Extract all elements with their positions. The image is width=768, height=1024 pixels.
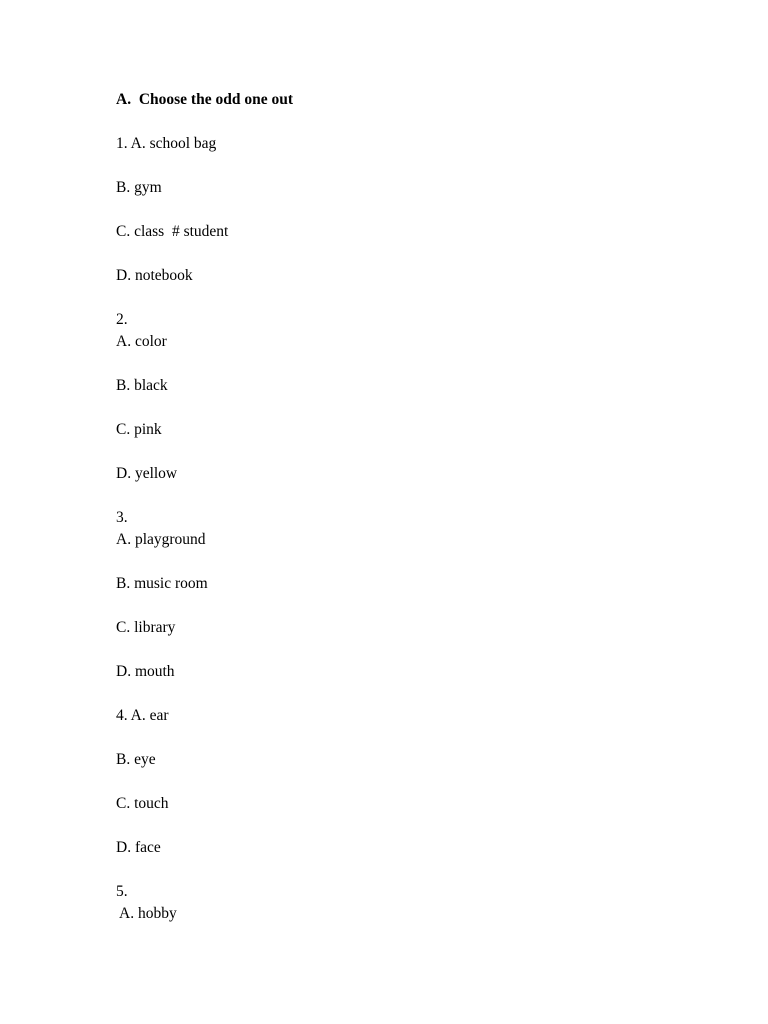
question-3-option-c: C. library: [116, 619, 176, 636]
question-3-option-d: D. mouth: [116, 663, 175, 680]
question-4-option-c: C. touch: [116, 795, 169, 812]
question-3-number: 3.: [116, 509, 128, 526]
question-4-option-b: B. eye: [116, 751, 156, 768]
question-5-number: 5.: [116, 883, 128, 900]
question-3-option-b: B. music room: [116, 575, 208, 592]
question-2-option-c: C. pink: [116, 421, 162, 438]
question-2-option-b: B. black: [116, 377, 168, 394]
question-2-number: 2.: [116, 311, 128, 328]
question-4-line: 4. A. ear: [116, 707, 169, 724]
question-4-option-d: D. face: [116, 839, 161, 856]
question-2-option-d: D. yellow: [116, 465, 178, 482]
section-heading: A. Choose the odd one out: [116, 91, 293, 108]
question-1-option-b: B. gym: [116, 179, 162, 196]
question-1-option-d: D. notebook: [116, 267, 193, 284]
question-5-option-a: A. hobby: [116, 905, 177, 922]
question-1-line: 1. A. school bag: [116, 135, 217, 152]
question-1-option-c: C. class # student: [116, 223, 229, 240]
question-2-option-a: A. color: [116, 333, 167, 350]
question-3-option-a: A. playground: [116, 531, 206, 548]
